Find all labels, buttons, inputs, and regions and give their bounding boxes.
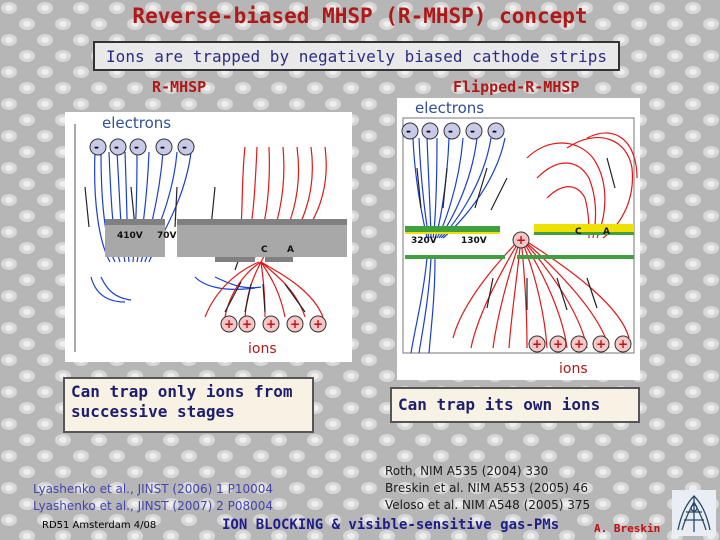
footer-author: A. Breskin [594,522,661,535]
electron-minus-markers-flipped [402,123,504,139]
voltage-410-label: 410V [117,231,143,241]
svg-text:+: + [532,337,543,351]
reference-item: Veloso et al. NIM A548 (2005) 375 [385,498,591,512]
note-box-right: Can trap its own ions [390,387,640,423]
svg-text:-: - [492,124,497,138]
r-mhsp-diagram [65,112,352,362]
svg-text:+: + [596,337,607,351]
flipped-r-mhsp-field-plot [397,98,640,380]
electron-minus-markers [90,139,194,155]
right-ions-label: ions [559,361,588,377]
left-ions-label: ions [248,341,277,357]
voltage-70-label: 70V [157,231,177,241]
references-right [385,463,590,514]
footer-topic: ION BLOCKING & visible-sensitive gas-PMs [222,517,560,533]
flipped-r-mhsp-diagram [397,98,640,380]
svg-text:+: + [618,337,629,351]
svg-text:-: - [114,140,119,154]
note-box-left: Can trap only ions from successive stages [63,377,314,433]
svg-text:+: + [242,317,253,331]
svg-text:+: + [574,337,585,351]
svg-text:+: + [224,317,235,331]
svg-text:+: + [290,317,301,331]
voltage-130-label: 130V [461,236,487,246]
r-mhsp-field-plot [65,112,352,362]
anode-label: A [287,245,294,255]
ion-plus-markers [221,316,326,332]
svg-text:-: - [448,124,453,138]
svg-text:+: + [516,233,527,247]
svg-text:-: - [182,140,187,154]
svg-text:-: - [406,124,411,138]
left-electrons-label: electrons [102,114,172,132]
reference-item: Breskin et al. NIM A553 (2005) 46 [385,481,589,495]
reference-item: Roth, NIM A535 (2004) 330 [385,464,549,478]
svg-text:-: - [426,124,431,138]
anode-label-flipped: A [603,227,610,237]
svg-text:-: - [470,124,475,138]
right-panel-label: Flipped-R-MHSP [453,78,580,96]
references-left [33,481,273,515]
svg-text:-: - [94,140,99,154]
cathode-label-flipped: C [575,227,582,237]
footer-event: RD51 Amsterdam 4/08 [42,520,157,531]
svg-text:+: + [266,317,277,331]
cathode-label: C [261,245,268,255]
svg-text:-: - [160,140,165,154]
svg-text:+: + [553,337,564,351]
left-panel-label: R-MHSP [152,78,207,96]
svg-text:+: + [313,317,324,331]
reference-item: Lyashenko et al., JINST (2007) 2 P08004 [33,499,273,513]
slide-title: Reverse-biased MHSP (R-MHSP) concept [132,4,588,28]
reference-item: Lyashenko et al., JINST (2006) 1 P10004 [33,482,273,496]
institute-logo-icon [672,490,716,536]
right-electrons-label: electrons [415,99,485,117]
voltage-320-label: 320V [411,236,437,246]
subtitle-box: Ions are trapped by negatively biased cathode strips [93,41,620,71]
svg-text:-: - [134,140,139,154]
